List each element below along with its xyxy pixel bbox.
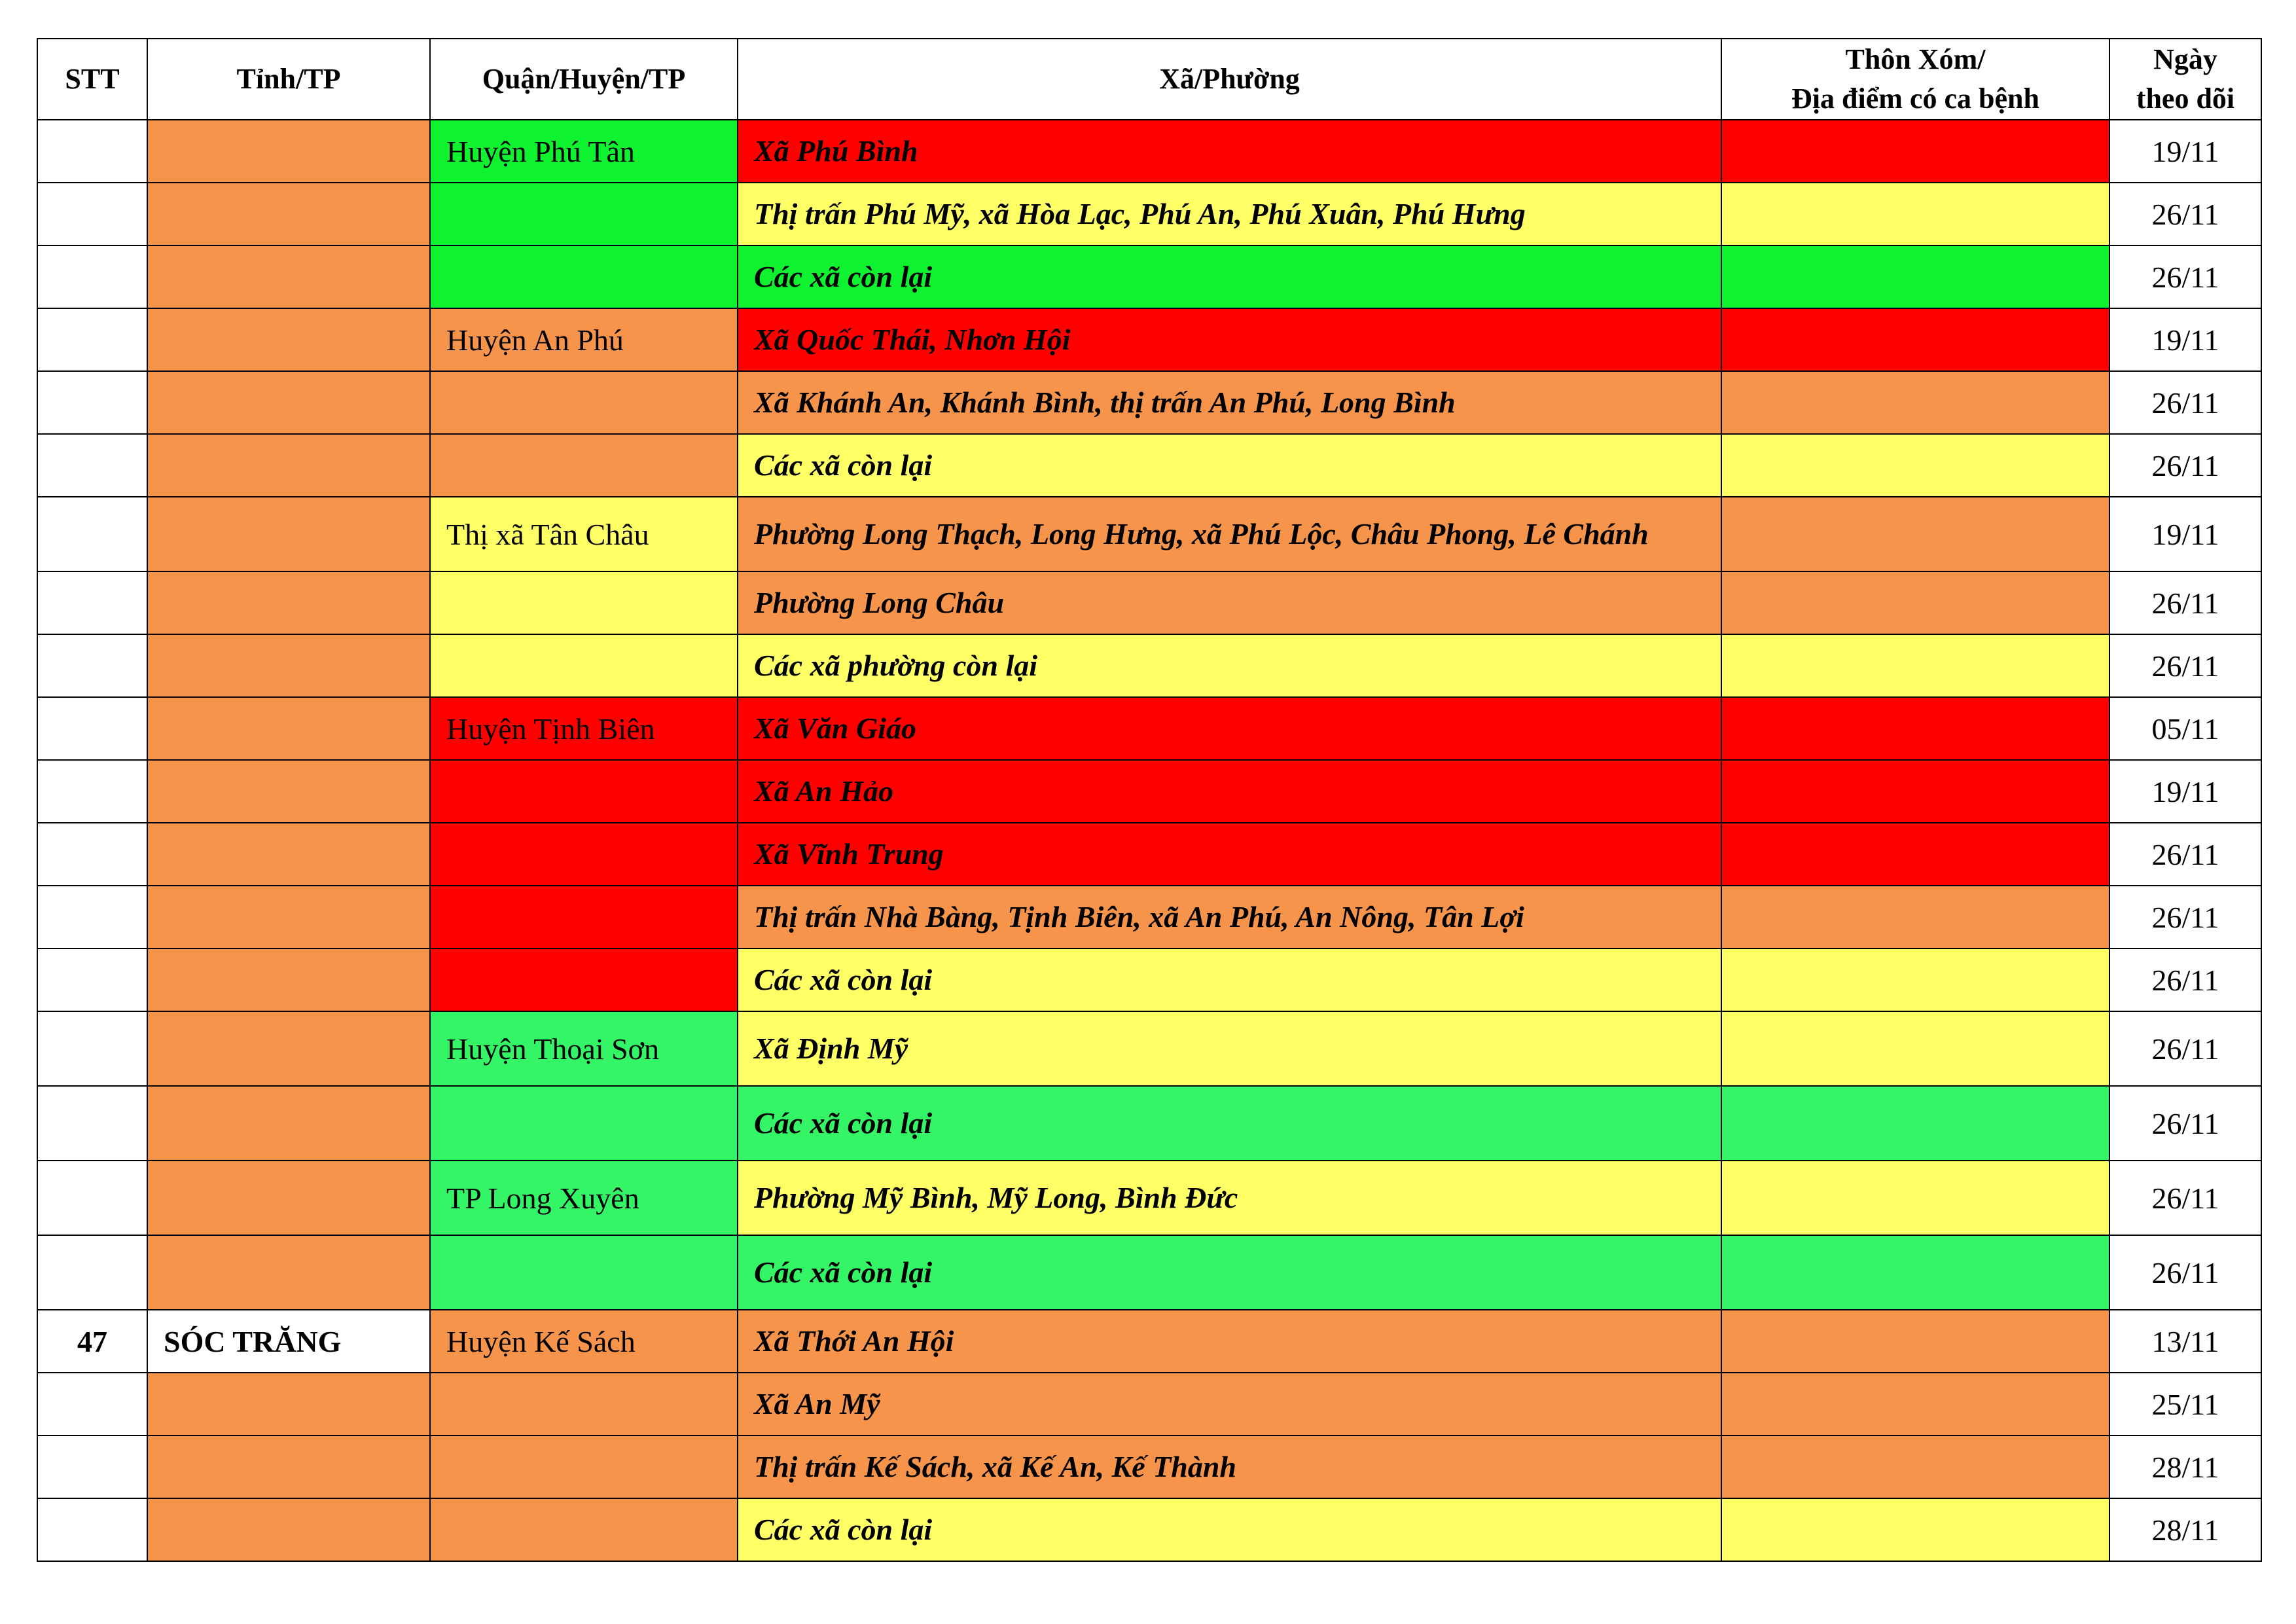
cell-district (430, 245, 738, 308)
cell-stt (37, 1086, 147, 1161)
cell-date: 26/11 (2109, 1011, 2261, 1086)
table-row (37, 434, 2261, 497)
cell-ward: Xã Quốc Thái, Nhơn Hội (738, 308, 1721, 371)
cell-district (430, 634, 738, 697)
cell-stt (37, 245, 147, 308)
cell-stt (37, 308, 147, 371)
cell-date: 26/11 (2109, 948, 2261, 1011)
header-date-line2: theo dõi (2136, 82, 2235, 115)
cell-date: 26/11 (2109, 823, 2261, 886)
cell-date: 28/11 (2109, 1498, 2261, 1561)
cell-hamlet (1721, 434, 2109, 497)
cell-ward: Thị trấn Nhà Bàng, Tịnh Biên, xã An Phú, An Nông, Tân Lợi (738, 886, 1721, 948)
cell-district (430, 371, 738, 434)
cell-district (430, 948, 738, 1011)
cell-ward: Các xã còn lại (738, 1235, 1721, 1310)
cell-province: SÓC TRĂNG (147, 1310, 430, 1373)
cell-date: 26/11 (2109, 1235, 2261, 1310)
cell-date: 26/11 (2109, 571, 2261, 634)
cell-hamlet (1721, 1161, 2109, 1235)
cell-ward: Thị trấn Phú Mỹ, xã Hòa Lạc, Phú An, Phú Xuân, Phú Hưng (738, 183, 1721, 245)
cell-date: 26/11 (2109, 434, 2261, 497)
cell-date: 19/11 (2109, 308, 2261, 371)
cell-district (430, 760, 738, 823)
cell-stt (37, 1161, 147, 1235)
cell-date: 26/11 (2109, 245, 2261, 308)
cell-date: 26/11 (2109, 634, 2261, 697)
cell-district (430, 571, 738, 634)
cell-hamlet (1721, 120, 2109, 183)
cell-province (147, 1435, 430, 1498)
header-row (37, 39, 2261, 120)
header-district: Quận/Huyện/TP (430, 39, 738, 120)
cell-hamlet (1721, 760, 2109, 823)
cell-district: Huyện Phú Tân (430, 120, 738, 183)
cell-hamlet (1721, 245, 2109, 308)
table-row (37, 1373, 2261, 1435)
cell-province (147, 948, 430, 1011)
cell-district: Huyện Thoại Sơn (430, 1011, 738, 1086)
table-row (37, 886, 2261, 948)
table-row (37, 1235, 2261, 1310)
cell-hamlet (1721, 1435, 2109, 1498)
table-row (37, 1310, 2261, 1373)
cell-district: Huyện An Phú (430, 308, 738, 371)
cell-hamlet (1721, 948, 2109, 1011)
header-hamlet-line2: Địa điểm có ca bệnh (1791, 82, 2039, 115)
cell-ward: Xã An Mỹ (738, 1373, 1721, 1435)
cell-date: 26/11 (2109, 886, 2261, 948)
table-row (37, 634, 2261, 697)
cell-date: 19/11 (2109, 497, 2261, 571)
table-row (37, 697, 2261, 760)
cell-stt (37, 948, 147, 1011)
cell-stt (37, 497, 147, 571)
cell-hamlet (1721, 1373, 2109, 1435)
cell-date: 26/11 (2109, 183, 2261, 245)
cell-stt (37, 760, 147, 823)
table-row (37, 1498, 2261, 1561)
cell-date: 13/11 (2109, 1310, 2261, 1373)
cell-date: 19/11 (2109, 120, 2261, 183)
cell-district (430, 434, 738, 497)
header-date-line1: Ngày (2153, 43, 2217, 75)
cell-ward: Phường Long Thạch, Long Hưng, xã Phú Lộc, Châu Phong, Lê Chánh (738, 497, 1721, 571)
cell-date: 26/11 (2109, 1086, 2261, 1161)
cell-hamlet (1721, 183, 2109, 245)
cell-ward: Các xã còn lại (738, 245, 1721, 308)
table-row (37, 1435, 2261, 1498)
cell-stt (37, 571, 147, 634)
cell-province (147, 823, 430, 886)
cell-ward: Các xã còn lại (738, 434, 1721, 497)
cell-stt (37, 823, 147, 886)
cell-province (147, 1011, 430, 1086)
cell-hamlet (1721, 697, 2109, 760)
cell-date: 28/11 (2109, 1435, 2261, 1498)
cell-province (147, 120, 430, 183)
cell-date: 26/11 (2109, 371, 2261, 434)
cell-stt (37, 1435, 147, 1498)
cell-ward: Xã Văn Giáo (738, 697, 1721, 760)
cell-hamlet (1721, 1011, 2109, 1086)
cell-ward: Xã Định Mỹ (738, 1011, 1721, 1086)
cell-stt (37, 371, 147, 434)
cell-stt (37, 434, 147, 497)
covid-risk-table (37, 38, 2262, 1562)
cell-ward: Xã Vĩnh Trung (738, 823, 1721, 886)
cell-district (430, 1435, 738, 1498)
cell-hamlet (1721, 823, 2109, 886)
table-row (37, 497, 2261, 571)
table-row (37, 823, 2261, 886)
cell-stt (37, 697, 147, 760)
cell-province (147, 497, 430, 571)
cell-district: Thị xã Tân Châu (430, 497, 738, 571)
cell-ward: Xã An Hảo (738, 760, 1721, 823)
cell-district (430, 823, 738, 886)
cell-hamlet (1721, 1310, 2109, 1373)
table-row (37, 1011, 2261, 1086)
cell-district (430, 183, 738, 245)
cell-stt: 47 (37, 1310, 147, 1373)
cell-ward: Xã Phú Bình (738, 120, 1721, 183)
cell-date: 25/11 (2109, 1373, 2261, 1435)
table-row (37, 245, 2261, 308)
cell-province (147, 886, 430, 948)
document-table-container (37, 38, 2261, 1562)
cell-ward: Xã Khánh An, Khánh Bình, thị trấn An Phú, Long Bình (738, 371, 1721, 434)
cell-district (430, 1235, 738, 1310)
cell-hamlet (1721, 308, 2109, 371)
cell-date: 26/11 (2109, 1161, 2261, 1235)
cell-province (147, 634, 430, 697)
cell-hamlet (1721, 497, 2109, 571)
cell-province (147, 245, 430, 308)
table-row (37, 120, 2261, 183)
cell-stt (37, 120, 147, 183)
cell-stt (37, 1373, 147, 1435)
header-ward: Xã/Phường (738, 39, 1721, 120)
cell-province (147, 308, 430, 371)
cell-ward: Thị trấn Kế Sách, xã Kế An, Kế Thành (738, 1435, 1721, 1498)
table-row (37, 1086, 2261, 1161)
cell-ward: Các xã còn lại (738, 948, 1721, 1011)
cell-province (147, 1086, 430, 1161)
cell-district (430, 1373, 738, 1435)
cell-district: Huyện Tịnh Biên (430, 697, 738, 760)
cell-hamlet (1721, 371, 2109, 434)
cell-district: Huyện Kế Sách (430, 1310, 738, 1373)
header-stt: STT (37, 39, 147, 120)
cell-ward: Các xã còn lại (738, 1086, 1721, 1161)
cell-province (147, 697, 430, 760)
cell-province (147, 1373, 430, 1435)
cell-province (147, 1235, 430, 1310)
cell-province (147, 1161, 430, 1235)
header-date (2109, 39, 2261, 120)
cell-province (147, 371, 430, 434)
cell-province (147, 571, 430, 634)
cell-stt (37, 183, 147, 245)
cell-hamlet (1721, 886, 2109, 948)
header-hamlet-line1: Thôn Xóm/ (1845, 43, 1986, 75)
header-hamlet (1721, 39, 2109, 120)
cell-district: TP Long Xuyên (430, 1161, 738, 1235)
cell-stt (37, 1498, 147, 1561)
cell-province (147, 760, 430, 823)
cell-hamlet (1721, 1235, 2109, 1310)
header-province: Tỉnh/TP (147, 39, 430, 120)
table-row (37, 183, 2261, 245)
cell-date: 19/11 (2109, 760, 2261, 823)
cell-district (430, 1086, 738, 1161)
table-row (37, 308, 2261, 371)
cell-district (430, 1498, 738, 1561)
cell-hamlet (1721, 571, 2109, 634)
cell-stt (37, 1011, 147, 1086)
cell-date: 05/11 (2109, 697, 2261, 760)
cell-ward: Các xã còn lại (738, 1498, 1721, 1561)
cell-province (147, 434, 430, 497)
cell-province (147, 1498, 430, 1561)
table-row (37, 1161, 2261, 1235)
cell-stt (37, 886, 147, 948)
table-row (37, 760, 2261, 823)
cell-hamlet (1721, 1086, 2109, 1161)
cell-hamlet (1721, 634, 2109, 697)
cell-ward: Phường Mỹ Bình, Mỹ Long, Bình Đức (738, 1161, 1721, 1235)
cell-district (430, 886, 738, 948)
cell-hamlet (1721, 1498, 2109, 1561)
cell-province (147, 183, 430, 245)
cell-stt (37, 634, 147, 697)
table-row (37, 571, 2261, 634)
cell-ward: Các xã phường còn lại (738, 634, 1721, 697)
table-row (37, 948, 2261, 1011)
cell-stt (37, 1235, 147, 1310)
cell-ward: Phường Long Châu (738, 571, 1721, 634)
table-row (37, 371, 2261, 434)
table-body (37, 120, 2261, 1561)
cell-ward: Xã Thới An Hội (738, 1310, 1721, 1373)
